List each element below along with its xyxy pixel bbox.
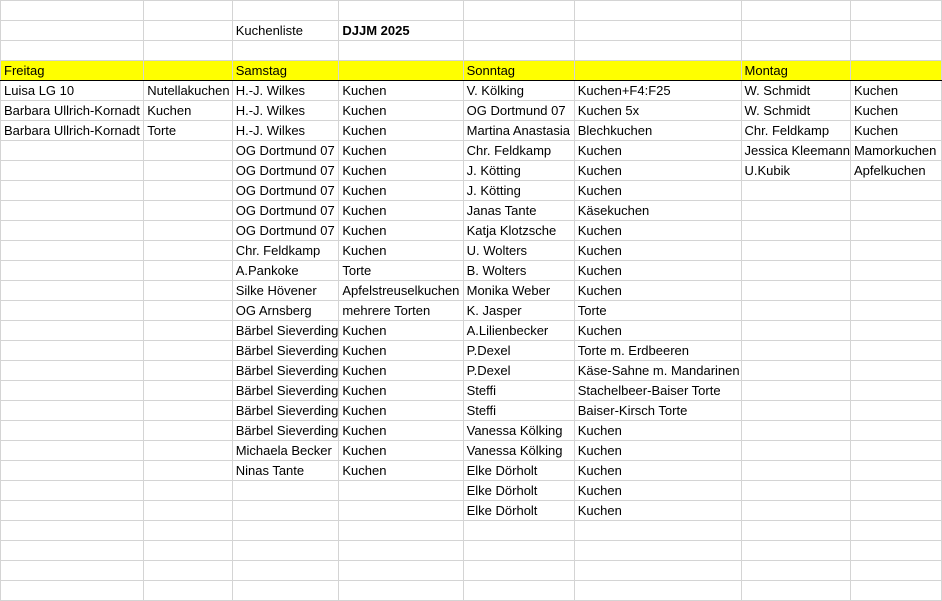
- table-cell[interactable]: Kuchen: [574, 181, 741, 201]
- table-cell[interactable]: Kuchen: [339, 221, 463, 241]
- table-cell[interactable]: [232, 481, 339, 501]
- table-cell[interactable]: [1, 561, 144, 581]
- table-cell[interactable]: [741, 241, 851, 261]
- table-cell[interactable]: W. Schmidt: [741, 101, 851, 121]
- table-cell[interactable]: [851, 521, 942, 541]
- table-cell[interactable]: Kuchen: [574, 141, 741, 161]
- table-cell[interactable]: Luisa LG 10: [1, 81, 144, 101]
- table-cell[interactable]: Kuchen: [851, 121, 942, 141]
- day-header-row: [1, 61, 942, 81]
- table-cell[interactable]: [741, 481, 851, 501]
- table-cell[interactable]: Torte: [144, 121, 233, 141]
- table-row: [1, 301, 942, 321]
- table-cell[interactable]: Bärbel Sieverding: [232, 401, 339, 421]
- table-cell[interactable]: [851, 441, 942, 461]
- cell[interactable]: [574, 21, 741, 41]
- table-cell[interactable]: Steffi: [463, 401, 574, 421]
- table-row: [1, 401, 942, 421]
- table-cell[interactable]: A.Lilienbecker: [463, 321, 574, 341]
- table-cell[interactable]: [851, 401, 942, 421]
- table-cell[interactable]: [1, 381, 144, 401]
- table-cell[interactable]: [463, 521, 574, 541]
- table-cell[interactable]: [1, 361, 144, 381]
- table-cell[interactable]: [144, 181, 233, 201]
- table-cell[interactable]: [1, 321, 144, 341]
- title-row: [1, 21, 942, 41]
- table-cell[interactable]: Kuchen+F4:F25: [574, 81, 741, 101]
- table-cell[interactable]: H.-J. Wilkes: [232, 101, 339, 121]
- cell[interactable]: [851, 21, 942, 41]
- table-cell[interactable]: [851, 261, 942, 281]
- table-cell[interactable]: [144, 421, 233, 441]
- table-cell[interactable]: Kuchen: [339, 181, 463, 201]
- table-cell[interactable]: [741, 321, 851, 341]
- table-cell[interactable]: Kuchen: [574, 281, 741, 301]
- table-cell[interactable]: Elke Dörholt: [463, 461, 574, 481]
- table-cell[interactable]: [463, 541, 574, 561]
- table-cell[interactable]: [232, 501, 339, 521]
- table-cell[interactable]: [851, 421, 942, 441]
- table-cell[interactable]: [851, 361, 942, 381]
- table-cell[interactable]: Kuchen: [574, 501, 741, 521]
- table-row: [1, 281, 942, 301]
- table-cell[interactable]: V. Kölking: [463, 81, 574, 101]
- table-cell[interactable]: Barbara Ullrich-Kornadt: [1, 101, 144, 121]
- table-cell[interactable]: [339, 561, 463, 581]
- table-cell[interactable]: [144, 481, 233, 501]
- table-cell[interactable]: Kuchen: [339, 381, 463, 401]
- table-cell[interactable]: [741, 341, 851, 361]
- cell[interactable]: [741, 41, 851, 61]
- table-cell[interactable]: [1, 181, 144, 201]
- table-cell[interactable]: Vanessa Kölking: [463, 421, 574, 441]
- day-header-freitag[interactable]: Freitag: [1, 61, 144, 81]
- table-cell[interactable]: [574, 561, 741, 581]
- table-cell[interactable]: Bärbel Sieverding: [232, 381, 339, 401]
- table-cell[interactable]: [741, 461, 851, 481]
- table-cell[interactable]: [741, 381, 851, 401]
- day-header-montag[interactable]: Montag: [741, 61, 851, 81]
- cell[interactable]: [144, 1, 233, 21]
- spacer-row: [1, 1, 942, 21]
- table-cell[interactable]: Torte: [339, 261, 463, 281]
- table-cell[interactable]: H.-J. Wilkes: [232, 121, 339, 141]
- table-cell[interactable]: [144, 501, 233, 521]
- table-cell[interactable]: Kuchen: [574, 421, 741, 441]
- table-cell[interactable]: [851, 301, 942, 321]
- table-cell[interactable]: H.-J. Wilkes: [232, 81, 339, 101]
- table-cell[interactable]: Kuchen: [339, 201, 463, 221]
- table-cell[interactable]: [1, 481, 144, 501]
- table-cell[interactable]: [851, 541, 942, 561]
- cell[interactable]: [339, 41, 463, 61]
- table-cell[interactable]: Kuchen: [574, 241, 741, 261]
- table-cell[interactable]: Kuchen: [574, 461, 741, 481]
- table-cell[interactable]: [851, 181, 942, 201]
- table-cell[interactable]: [144, 221, 233, 241]
- table-cell[interactable]: Kuchen: [339, 141, 463, 161]
- table-cell[interactable]: B. Wolters: [463, 261, 574, 281]
- table-cell[interactable]: [339, 501, 463, 521]
- cell[interactable]: [144, 61, 233, 81]
- table-cell[interactable]: [741, 421, 851, 441]
- table-cell[interactable]: Kuchen: [574, 321, 741, 341]
- table-cell[interactable]: [232, 561, 339, 581]
- table-cell[interactable]: Kuchen: [574, 441, 741, 461]
- table-cell[interactable]: [741, 561, 851, 581]
- table-cell[interactable]: Elke Dörholt: [463, 501, 574, 521]
- table-cell[interactable]: [339, 541, 463, 561]
- table-cell[interactable]: [144, 441, 233, 461]
- table-cell[interactable]: Monika Weber: [463, 281, 574, 301]
- table-cell[interactable]: Kuchen: [574, 261, 741, 281]
- table-cell[interactable]: OG Dortmund 07: [463, 101, 574, 121]
- cell[interactable]: [463, 41, 574, 61]
- table-cell[interactable]: [1, 421, 144, 441]
- table-cell[interactable]: Kuchen: [339, 341, 463, 361]
- table-cell[interactable]: OG Dortmund 07: [232, 141, 339, 161]
- table-cell[interactable]: OG Dortmund 07: [232, 201, 339, 221]
- table-cell[interactable]: [144, 281, 233, 301]
- table-cell[interactable]: [1, 201, 144, 221]
- table-cell[interactable]: [851, 281, 942, 301]
- table-cell[interactable]: [144, 201, 233, 221]
- table-row: [1, 441, 942, 461]
- table-cell[interactable]: Kuchen: [339, 321, 463, 341]
- table-cell[interactable]: [741, 221, 851, 241]
- cell[interactable]: [1, 41, 144, 61]
- cell[interactable]: [741, 1, 851, 21]
- table-cell[interactable]: [851, 321, 942, 341]
- table-cell[interactable]: [741, 401, 851, 421]
- table-row: [1, 121, 942, 141]
- table-cell[interactable]: [144, 361, 233, 381]
- table-cell[interactable]: [144, 161, 233, 181]
- table-cell[interactable]: [1, 161, 144, 181]
- table-cell[interactable]: Bärbel Sieverding: [232, 361, 339, 381]
- cell[interactable]: [574, 1, 741, 21]
- table-row: [1, 521, 942, 541]
- table-cell[interactable]: mehrere Torten: [339, 301, 463, 321]
- table-row: [1, 101, 942, 121]
- table-cell[interactable]: [144, 461, 233, 481]
- table-row: [1, 201, 942, 221]
- table-cell[interactable]: [574, 521, 741, 541]
- table-cell[interactable]: [851, 341, 942, 361]
- table-cell[interactable]: U. Wolters: [463, 241, 574, 261]
- cell[interactable]: [741, 21, 851, 41]
- table-row: [1, 261, 942, 281]
- table-cell[interactable]: [232, 521, 339, 541]
- cell[interactable]: [574, 41, 741, 61]
- table-cell[interactable]: OG Dortmund 07: [232, 221, 339, 241]
- cell[interactable]: [144, 41, 233, 61]
- table-cell[interactable]: [144, 321, 233, 341]
- table-cell[interactable]: [741, 541, 851, 561]
- table-cell[interactable]: Michaela Becker: [232, 441, 339, 461]
- table-cell[interactable]: Käse-Sahne m. Mandarinen: [574, 361, 741, 381]
- table-cell[interactable]: [741, 181, 851, 201]
- table-cell[interactable]: [1, 521, 144, 541]
- table-cell[interactable]: P.Dexel: [463, 341, 574, 361]
- table-row: [1, 501, 942, 521]
- table-cell[interactable]: Silke Hövener: [232, 281, 339, 301]
- table-cell[interactable]: [851, 481, 942, 501]
- table-cell[interactable]: [232, 541, 339, 561]
- table-cell[interactable]: Kuchen: [339, 241, 463, 261]
- table-cell[interactable]: Elke Dörholt: [463, 481, 574, 501]
- event-title-cell[interactable]: DJJM 2025: [339, 21, 463, 41]
- table-cell[interactable]: [741, 441, 851, 461]
- cell[interactable]: [574, 61, 741, 81]
- cell[interactable]: [1, 21, 144, 41]
- table-cell[interactable]: [741, 521, 851, 541]
- table-cell[interactable]: [851, 501, 942, 521]
- table-cell[interactable]: [851, 241, 942, 261]
- table-row: [1, 421, 942, 441]
- table-cell[interactable]: Ninas Tante: [232, 461, 339, 481]
- table-cell[interactable]: Jessica Kleemann: [741, 141, 851, 161]
- table-cell[interactable]: Apfelkuchen: [851, 161, 942, 181]
- table-cell[interactable]: Kuchen: [339, 81, 463, 101]
- table-cell[interactable]: Kuchen: [574, 161, 741, 181]
- table-cell[interactable]: [741, 301, 851, 321]
- table-row: [1, 221, 942, 241]
- table-row: [1, 381, 942, 401]
- table-cell[interactable]: [851, 461, 942, 481]
- table-cell[interactable]: A.Pankoke: [232, 261, 339, 281]
- table-cell[interactable]: Kuchen: [144, 101, 233, 121]
- table-cell[interactable]: Janas Tante: [463, 201, 574, 221]
- table-cell[interactable]: [574, 541, 741, 561]
- table-row: [1, 181, 942, 201]
- table-cell[interactable]: P.Dexel: [463, 361, 574, 381]
- table-cell[interactable]: [463, 561, 574, 581]
- table-row: [1, 541, 942, 561]
- table-cell[interactable]: [741, 281, 851, 301]
- table-cell[interactable]: [741, 501, 851, 521]
- table-cell[interactable]: [741, 361, 851, 381]
- table-row: [1, 361, 942, 381]
- table-cell[interactable]: Kuchen: [851, 81, 942, 101]
- table-cell[interactable]: Torte: [574, 301, 741, 321]
- cell[interactable]: [339, 61, 463, 81]
- table-cell[interactable]: [1, 141, 144, 161]
- table-cell[interactable]: J. Kötting: [463, 181, 574, 201]
- table-cell[interactable]: Chr. Feldkamp: [232, 241, 339, 261]
- table-cell[interactable]: [144, 381, 233, 401]
- day-header-sonntag[interactable]: Sonntag: [463, 61, 574, 81]
- table-cell[interactable]: [144, 141, 233, 161]
- table-cell[interactable]: [1, 501, 144, 521]
- table-cell[interactable]: Baiser-Kirsch Torte: [574, 401, 741, 421]
- table-cell[interactable]: [1, 541, 144, 561]
- table-cell[interactable]: Kuchen: [574, 221, 741, 241]
- table-cell[interactable]: Käsekuchen: [574, 201, 741, 221]
- table-cell[interactable]: [851, 561, 942, 581]
- table-cell[interactable]: [1, 301, 144, 321]
- table-cell[interactable]: [144, 261, 233, 281]
- table-cell[interactable]: Barbara Ullrich-Kornadt: [1, 121, 144, 141]
- table-cell[interactable]: Steffi: [463, 381, 574, 401]
- sheet-title-cell[interactable]: Kuchenliste: [232, 21, 339, 41]
- table-cell[interactable]: [741, 261, 851, 281]
- table-cell[interactable]: [339, 481, 463, 501]
- table-cell[interactable]: Kuchen: [339, 421, 463, 441]
- table-cell[interactable]: Kuchen: [339, 121, 463, 141]
- spacer-row: [1, 41, 942, 61]
- cell[interactable]: [851, 1, 942, 21]
- table-row: [1, 141, 942, 161]
- table-cell[interactable]: [144, 341, 233, 361]
- table-row: [1, 341, 942, 361]
- table-cell[interactable]: [741, 201, 851, 221]
- table-cell[interactable]: [1, 341, 144, 361]
- table-cell[interactable]: Martina Anastasia: [463, 121, 574, 141]
- table-cell[interactable]: [1, 261, 144, 281]
- table-cell[interactable]: [144, 301, 233, 321]
- cell[interactable]: [1, 1, 144, 21]
- cell[interactable]: [463, 21, 574, 41]
- table-cell[interactable]: J. Kötting: [463, 161, 574, 181]
- cell[interactable]: [232, 41, 339, 61]
- cell[interactable]: [232, 1, 339, 21]
- table-cell[interactable]: Stachelbeer-Baiser Torte: [574, 381, 741, 401]
- table-row: [1, 241, 942, 261]
- table-cell[interactable]: U.Kubik: [741, 161, 851, 181]
- table-cell[interactable]: Bärbel Sieverding: [232, 421, 339, 441]
- table-cell[interactable]: Torte m. Erdbeeren: [574, 341, 741, 361]
- table-cell[interactable]: OG Dortmund 07: [232, 161, 339, 181]
- table-cell[interactable]: [851, 381, 942, 401]
- table-cell[interactable]: Kuchen 5x: [574, 101, 741, 121]
- table-cell[interactable]: Kuchen: [851, 101, 942, 121]
- table-cell[interactable]: K. Jasper: [463, 301, 574, 321]
- cell[interactable]: [144, 21, 233, 41]
- table-cell[interactable]: Kuchen: [339, 441, 463, 461]
- table-cell[interactable]: [144, 241, 233, 261]
- table-row: [1, 461, 942, 481]
- table-cell[interactable]: Kuchen: [339, 101, 463, 121]
- table-cell[interactable]: Bärbel Sieverding: [232, 321, 339, 341]
- table-cell[interactable]: Bärbel Sieverding: [232, 341, 339, 361]
- table-cell[interactable]: [1, 221, 144, 241]
- day-header-samstag[interactable]: Samstag: [232, 61, 339, 81]
- table-cell[interactable]: [1, 401, 144, 421]
- table-cell[interactable]: [851, 201, 942, 221]
- table-cell[interactable]: Apfelstreuselkuchen: [339, 281, 463, 301]
- cell[interactable]: [851, 41, 942, 61]
- table-cell[interactable]: [144, 541, 233, 561]
- table-cell[interactable]: Nutellakuchen: [144, 81, 233, 101]
- table-cell[interactable]: W. Schmidt: [741, 81, 851, 101]
- table-cell[interactable]: Vanessa Kölking: [463, 441, 574, 461]
- table-row: [1, 561, 942, 581]
- table-cell[interactable]: Chr. Feldkamp: [463, 141, 574, 161]
- cell[interactable]: [463, 1, 574, 21]
- table-cell[interactable]: [1, 241, 144, 261]
- table-cell[interactable]: [144, 521, 233, 541]
- table-cell[interactable]: Kuchen: [339, 161, 463, 181]
- table-row: [1, 161, 942, 181]
- cell[interactable]: [851, 61, 942, 81]
- table-cell[interactable]: Chr. Feldkamp: [741, 121, 851, 141]
- table-cell[interactable]: OG Arnsberg: [232, 301, 339, 321]
- table-row: [1, 81, 942, 101]
- table-cell[interactable]: [1, 461, 144, 481]
- table-cell[interactable]: [144, 401, 233, 421]
- table-row: [1, 321, 942, 341]
- table-cell[interactable]: [339, 521, 463, 541]
- table-cell[interactable]: Kuchen: [574, 481, 741, 501]
- table-cell[interactable]: Kuchen: [339, 461, 463, 481]
- table-cell[interactable]: [851, 221, 942, 241]
- table-cell[interactable]: OG Dortmund 07: [232, 181, 339, 201]
- cell[interactable]: [339, 1, 463, 21]
- table-cell[interactable]: Mamorkuchen: [851, 141, 942, 161]
- table-cell[interactable]: Katja Klotzsche: [463, 221, 574, 241]
- table-cell[interactable]: [144, 561, 233, 581]
- table-cell[interactable]: Kuchen: [339, 361, 463, 381]
- table-cell[interactable]: Blechkuchen: [574, 121, 741, 141]
- table-cell[interactable]: [1, 441, 144, 461]
- table-cell[interactable]: Kuchen: [339, 401, 463, 421]
- table-row: [1, 481, 942, 501]
- table-cell[interactable]: [1, 281, 144, 301]
